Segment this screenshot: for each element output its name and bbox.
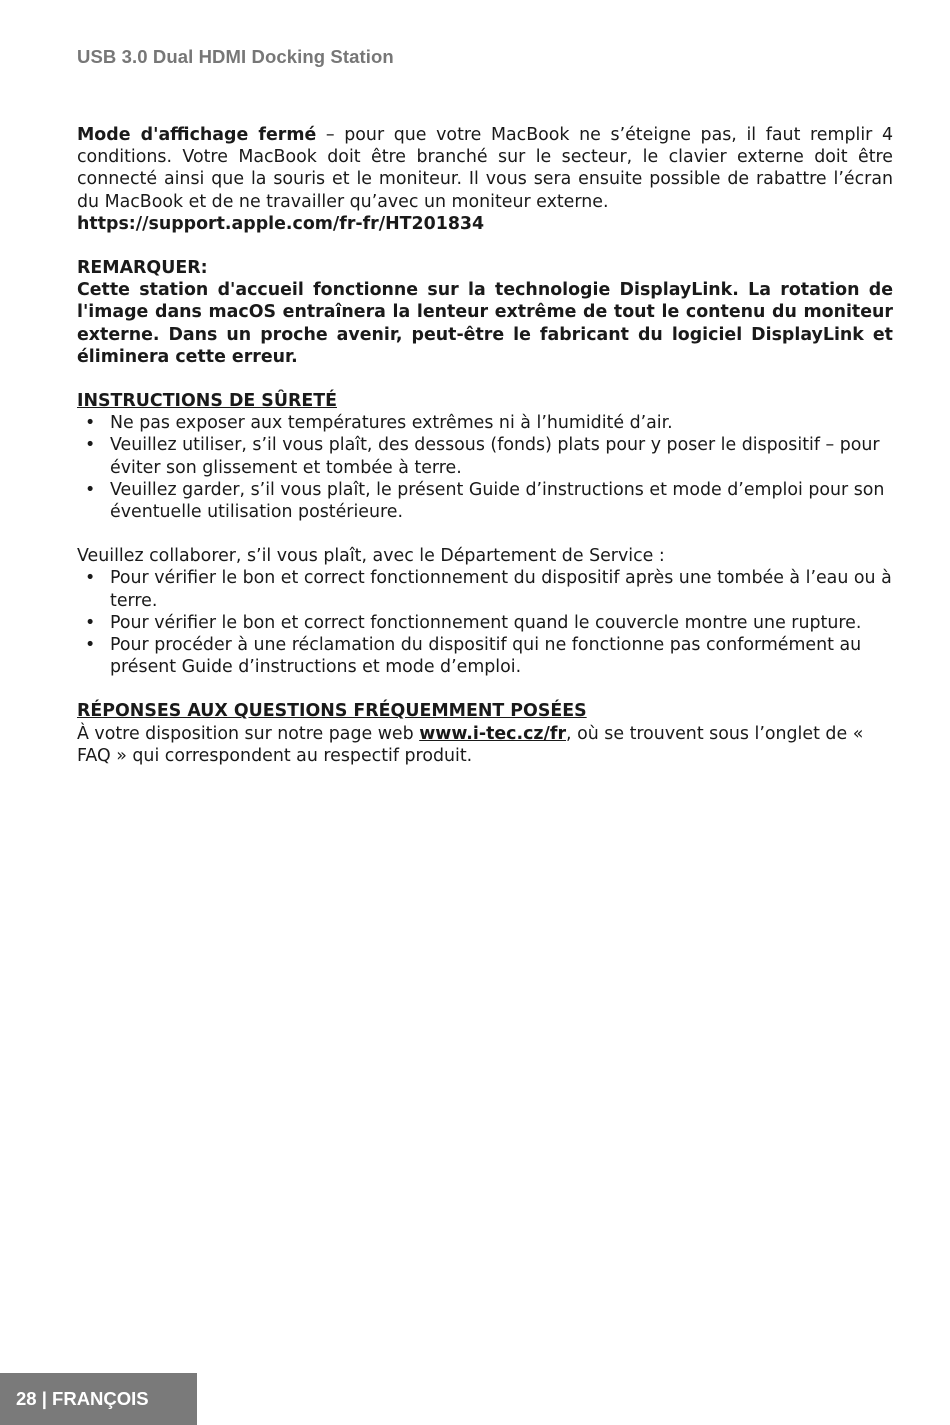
list-item: [77, 567, 893, 611]
closed-mode-paragraph: [77, 124, 893, 213]
bullet-icon: •: [85, 635, 96, 656]
faq-heading: RÉPONSES AUX QUESTIONS FRÉQUEMMENT POSÉES: [77, 701, 587, 722]
safety-heading: INSTRUCTIONS DE SÛRETÉ: [77, 391, 337, 412]
service-intro: Veuillez collaborer, s’il vous plaît, avec le Département de Service :: [77, 546, 665, 567]
remark-title: REMARQUER:: [77, 258, 208, 279]
bullet-icon: •: [85, 413, 96, 434]
faq-paragraph: [77, 723, 893, 767]
list-item: [77, 412, 893, 434]
bullet-icon: •: [85, 568, 96, 589]
list-item-text: Ne pas exposer aux températures extrêmes ni à l’humidité d’air.: [110, 413, 673, 434]
list-item: [77, 434, 893, 478]
list-item-text: Veuillez garder, s’il vous plaît, le présent Guide d’instructions et mode d’emploi pour son éventuelle utilisation postérieure.: [110, 479, 885, 523]
main-content: [77, 124, 893, 767]
bullet-icon: •: [85, 612, 96, 633]
bullet-icon: •: [85, 435, 96, 456]
bullet-icon: •: [85, 479, 96, 500]
list-item: [77, 479, 893, 523]
page-footer-label: 28 | FRANÇOIS: [0, 1373, 197, 1425]
remark-text: Cette station d'accueil fonctionne sur la technologie DisplayLink. La rotation de l'image dans macOS entraînera la lenteur extrême de tout le contenu du moniteur externe. Dans un proche avenir, peut-être le fabricant du logiciel DisplayLink et éliminera cette erreur.: [77, 280, 893, 367]
safety-list: [77, 412, 893, 523]
list-item-text: Pour vérifier le bon et correct fonctionnement du dispositif après une tombée à l’eau ou à terre.: [110, 568, 892, 611]
faq-text-before: À votre disposition sur notre page web: [77, 723, 420, 744]
list-item-text: Veuillez utiliser, s’il vous plaît, des dessous (fonds) plats pour y poser le dispositif – pour éviter son glissement et tombée à terre.: [110, 435, 880, 478]
list-item-text: Pour procéder à une réclamation du dispositif qui ne fonctionne pas conformément au présent Guide d’instructions et mode d’emploi.: [110, 635, 862, 678]
list-item-text: Pour vérifier le bon et correct fonctionnement quand le couvercle montre une rupture.: [110, 612, 862, 633]
closed-mode-label: Mode d'affichage fermé: [77, 125, 317, 145]
document-header: USB 3.0 Dual HDMI Docking Station: [77, 46, 394, 67]
itec-website-link[interactable]: www.i-tec.cz/fr: [419, 723, 567, 744]
closed-mode-text: – pour que votre MacBook ne s’éteigne pas, il faut remplir 4 conditions. Votre MacBook doit être branché sur le secteur, le clavier externe doit être connecté ainsi que la souris et le moniteur. Il vous sera ensuite possible de rabattre l’écran du MacBook et de ne travailler qu’avec un moniteur externe.: [77, 125, 894, 212]
service-list: [77, 567, 893, 678]
apple-support-link[interactable]: https://support.apple.com/fr-fr/HT201834: [77, 213, 485, 234]
faq-text-after: , où se trouvent sous l’onglet de « FAQ » qui correspondent au respectif produit.: [77, 723, 864, 766]
list-item: [77, 612, 893, 634]
list-item: [77, 634, 893, 678]
